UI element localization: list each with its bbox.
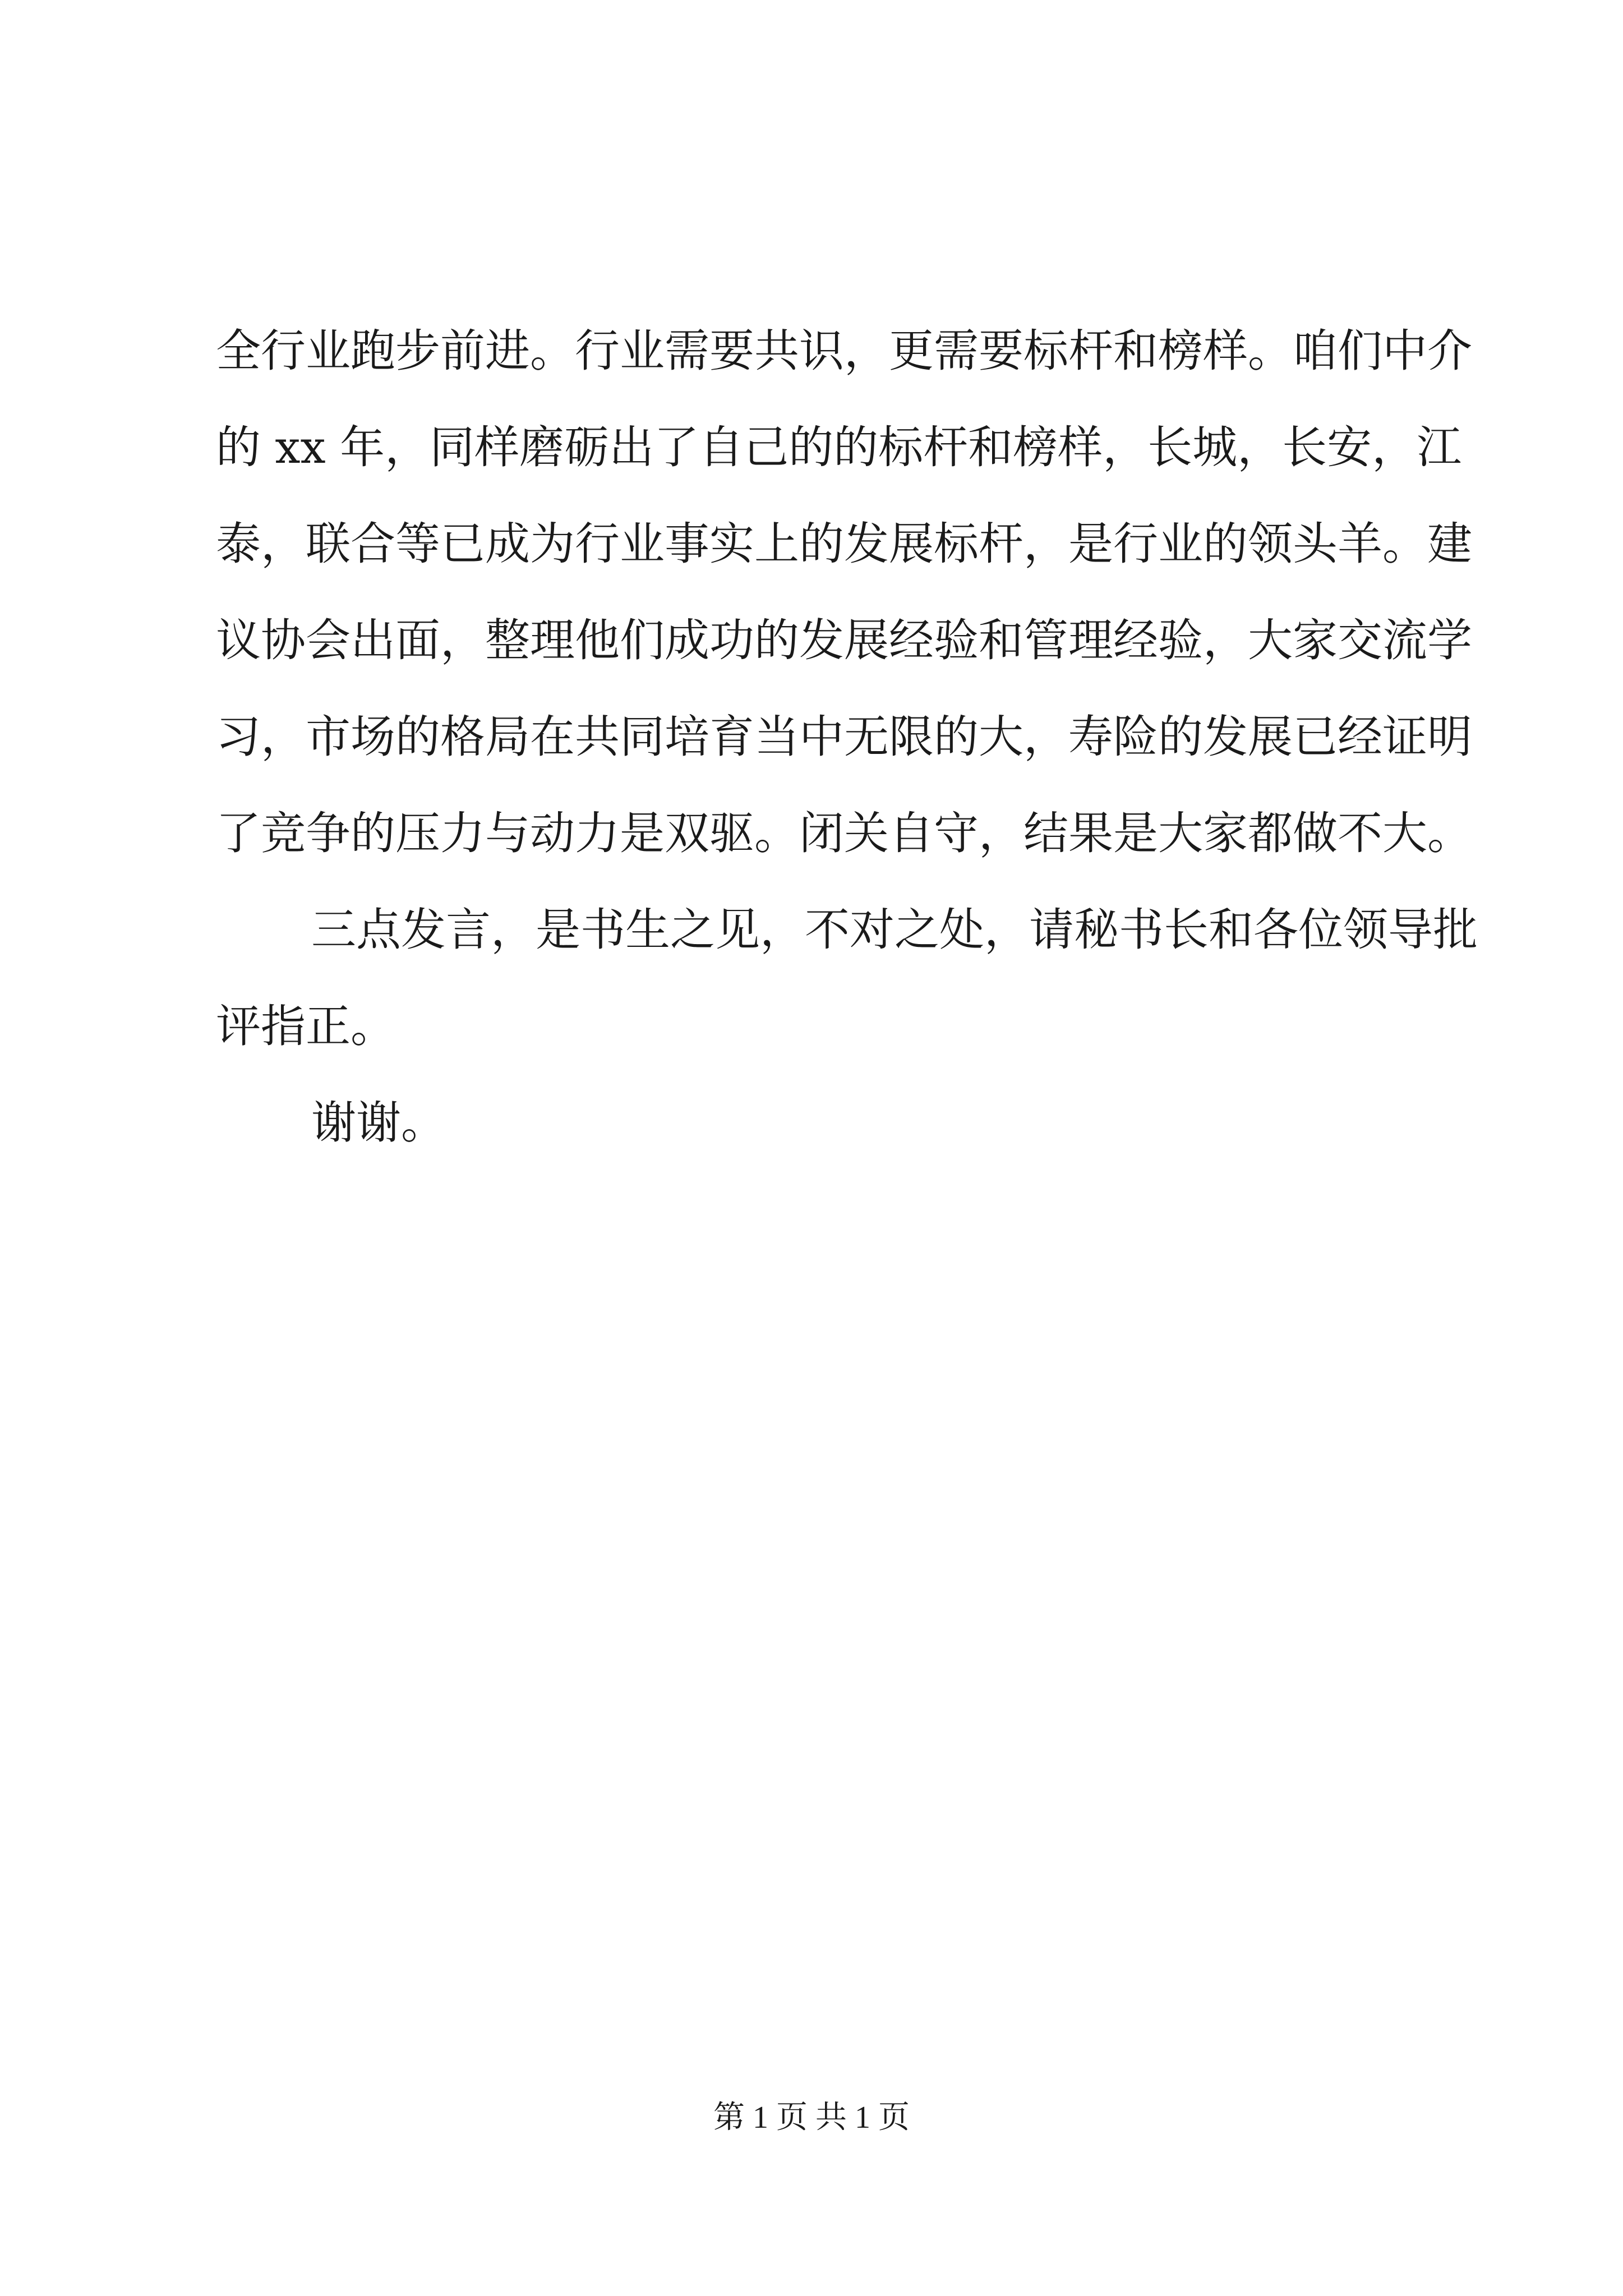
- text-line: 泰，联合等已成为行业事实上的发展标杆，是行业的领头羊。建: [216, 518, 1472, 570]
- document-body: [216, 303, 1478, 1171]
- text-line: 议协会出面，整理他们成功的发展经验和管理经验，大家交流学: [216, 614, 1472, 666]
- text-line: 了竞争的压力与动力是双驱。闭关自守，结果是大家都做不大。: [216, 807, 1472, 859]
- text-line: 评指正。: [216, 1000, 395, 1052]
- paragraph-3: [216, 1075, 1422, 1171]
- paragraph-1: [216, 303, 1472, 882]
- text-line: 谢谢。: [311, 1097, 446, 1149]
- text-line: 全行业跑步前进。行业需要共识，更需要标杆和榜样。咱们中介: [216, 325, 1472, 377]
- text-line: 习，市场的格局在共同培育当中无限的大，寿险的发展已经证明: [216, 711, 1472, 763]
- page-number-footer: 第 1 页 共 1 页: [713, 2100, 910, 2135]
- text-line: 的 xx 年，同样磨砺出了自己的的标杆和榜样，长城，长安，江: [216, 421, 1462, 473]
- paragraph-2: [216, 882, 1478, 1075]
- text-line: 三点发言，是书生之见，不对之处，请秘书长和各位领导批: [311, 904, 1478, 956]
